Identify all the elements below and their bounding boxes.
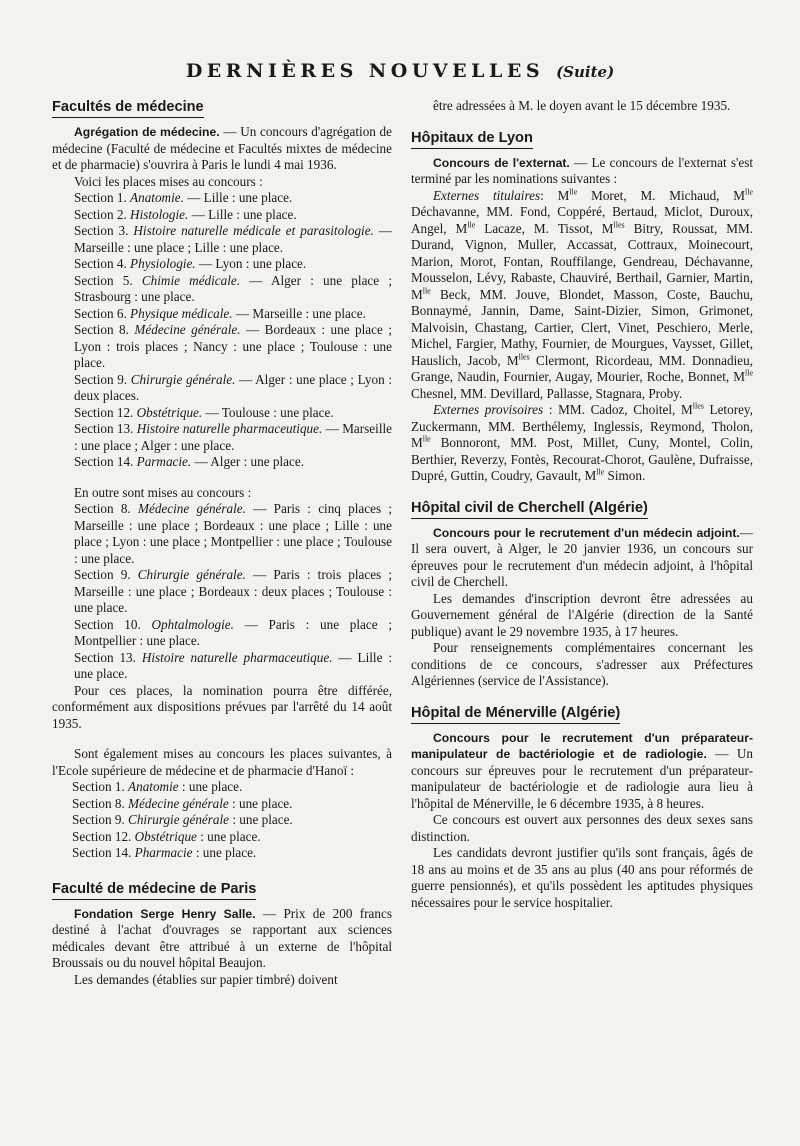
section-number: Section 1. — [72, 779, 125, 794]
section-places: — Alger : une place ; Strasbourg : une place. — [74, 272, 392, 304]
section-number: Section 2. — [74, 206, 127, 222]
section-number: Section 8. — [72, 795, 125, 811]
sections-list-b — [52, 501, 392, 683]
section-line — [52, 567, 392, 617]
fondation-paragraph — [52, 906, 392, 972]
section-places: — Paris : trois places ; Marseille : une place ; Bordeaux : deux places ; Toulouse : une place. — [74, 567, 392, 615]
section-number: Section 6. — [74, 305, 127, 321]
section-places: — Alger : une place ; Lyon : deux places. — [74, 371, 393, 403]
section-line — [52, 779, 392, 796]
provisoires-names: : MM. Cadoz, Choitel, $M^{lles}$ Letorey, Zuckermann, MM. Berthélemy, Inglessis, Reymond, Tholon, $M^{lle}$ Bonnoront, MM. Post, Millet, Cuny, Montel, Colin, Berthier, Reverzy, Fontès, Recourat-Chorot, Gaulène, Dufraisse, Dupré, Guttin, Coudry, Gavault, $M^{lle}$ Simon. — [411, 401, 753, 483]
section-places: — Bordeaux : une place ; Lyon : trois places ; Nancy : une place ; Toulouse : une place. — [74, 322, 392, 370]
cherchell-lead: Concours pour le recrutement d'un médecin adjoint. — [433, 525, 740, 540]
section-number: Section 13. — [74, 421, 134, 436]
section-places: — Marseille : une place ; Lille : une place. — [74, 223, 393, 255]
section-line — [52, 454, 392, 471]
externat-paragraph — [411, 155, 753, 188]
agregation-lead: Agrégation de médecine. — [74, 125, 220, 139]
menerville-paragraph-2: Ce concours est ouvert aux personnes des deux sexes sans distinction. — [411, 812, 753, 844]
section-discipline: Histoire naturelle médicale et parasitologie. — [133, 223, 374, 238]
section-discipline: Histoire naturelle pharmaceutique. — [141, 649, 333, 665]
section-discipline: Médecine générale — [128, 795, 229, 811]
section-discipline: Histologie. — [130, 206, 189, 222]
section-places: : une place. — [192, 845, 257, 860]
section-heading-paris: Faculté de médecine de Paris — [52, 880, 256, 900]
section-line — [52, 223, 392, 256]
externat-lead: Concours de l'externat. — [433, 155, 570, 170]
section-line — [52, 256, 392, 273]
section-places: — Toulouse : une place. — [202, 404, 334, 420]
section-places: : une place. — [229, 812, 293, 827]
titulaires-label: Externes titulaires — [433, 187, 541, 203]
section-places: : une place. — [178, 779, 243, 794]
provisoires-label: Externes provisoires — [433, 402, 544, 417]
section-heading-lyon: Hôpitaux de Lyon — [411, 129, 533, 149]
section-places: — Lille : une place. — [74, 649, 392, 681]
section-number: Section 8. — [74, 322, 129, 337]
section-line — [52, 501, 392, 567]
cherchell-paragraph-2: Les demandes d'inscription devront être adressées au Gouvernement général de l'Algérie (direction de la Santé publique) avant le 29 novembre 1935, à 17 heures. — [411, 590, 753, 639]
cherchell-paragraph-3: Pour renseignements complémentaires concernant les conditions de ce concours, s'adresser aux Préfectures Algériennes (service de l'Assistance). — [411, 640, 753, 688]
demandes-paragraph: Les demandes (établies sur papier timbré) doivent — [74, 971, 338, 987]
section-line — [52, 796, 392, 813]
titulaires-paragraph — [411, 188, 753, 403]
section-discipline: Chirurgie générale. — [130, 371, 236, 387]
section-number: Section 13. — [74, 649, 136, 665]
externat-text: — Le concours de l'externat s'est terminé par les nominations suivantes : — [411, 154, 753, 186]
section-line — [52, 372, 392, 405]
section-number: Section 1. — [74, 190, 127, 205]
section-line — [52, 190, 392, 207]
section-places: — Marseille : une place ; Alger : une place. — [74, 421, 392, 453]
section-places: — Lille : une place. — [188, 206, 297, 222]
section-heading-facultes: Facultés de médecine — [52, 98, 204, 118]
agregation-paragraph — [52, 124, 392, 174]
section-discipline: Anatomie — [128, 779, 179, 794]
section-discipline: Chirurgie générale — [128, 812, 230, 827]
section-places: — Lyon : une place. — [195, 256, 307, 271]
section-number: Section 10. — [74, 616, 141, 632]
section-number: Section 9. — [74, 371, 128, 387]
section-discipline: Chimie médicale. — [141, 272, 241, 288]
section-number: Section 14. — [74, 454, 134, 469]
cherchell-paragraph — [411, 525, 753, 591]
section-line — [52, 273, 392, 306]
section-discipline: Anatomie. — [130, 190, 184, 205]
section-number: Section 12. — [74, 404, 134, 420]
fondation-lead: Fondation Serge Henry Salle. — [74, 906, 256, 921]
section-line — [52, 845, 392, 862]
section-line — [52, 405, 392, 422]
left-column — [52, 98, 392, 988]
continuation-paragraph: être adressées à M. le doyen avant le 15 décembre 1935. — [433, 98, 731, 113]
sections-list-c — [52, 779, 392, 862]
pour-ces-places-paragraph: Pour ces places, la nomination pourra être différée, conformément aux dispositions prévues par l'arrêté du 14 août 1935. — [52, 682, 392, 731]
section-number: Section 8. — [74, 501, 131, 516]
section-heading-cherchell: Hôpital civil de Cherchell (Algérie) — [411, 499, 648, 519]
section-number: Section 9. — [74, 567, 131, 582]
sont-egalement-paragraph: Sont également mises au concours les places suivantes, à l'Ecole supérieure de médecine et de pharmacie d'Hanoï : — [52, 746, 392, 778]
section-places: — Alger : une place. — [191, 454, 305, 469]
section-discipline: Parmacie. — [136, 454, 192, 469]
page-header — [0, 60, 800, 82]
section-places: : une place. — [228, 795, 293, 811]
section-line — [52, 829, 392, 846]
section-line — [52, 650, 392, 683]
section-discipline: Obstétrique. — [136, 404, 203, 420]
section-places: — Lille : une place. — [183, 190, 293, 205]
menerville-lead: Concours pour le recrutement d'un préparateur-manipulateur de bactériologie et de radiologie. — [411, 730, 753, 761]
section-line — [52, 812, 392, 829]
page-title-suite: (Suite) — [556, 63, 615, 81]
menerville-paragraph-3: Les candidats devront justifier qu'ils sont français, âgés de 18 ans au moins et de 35 ans au plus (40 ans pour réformés de guerre pensionnés), et qu'ils possèdent les aptitudes physiques nécessaires pour le service hospitalier. — [411, 845, 753, 910]
section-places: — Paris : une place ; Montpellier : une place. — [74, 616, 393, 648]
section-places: — Marseille : une place. — [232, 305, 366, 321]
section-number: Section 4. — [74, 256, 127, 271]
cherchell-text: — Il sera ouvert, à Alger, le 20 janvier 1936, un concours sur épreuves pour le recrutement d'un médecin adjoint, à l'hôpital civil de Cherchell. — [411, 524, 753, 589]
agregation-text: — Un concours d'agrégation de médecine (Faculté de médecine et Facultés mixtes de médecine et de pharmacie) s'ouvrira à Paris le lundi 4 mai 1936. — [52, 124, 392, 172]
section-line — [52, 322, 392, 372]
section-number: Section 9. — [72, 812, 125, 827]
section-discipline: Chirurgie générale. — [137, 567, 246, 582]
section-line — [52, 207, 392, 224]
menerville-text: — Un concours sur épreuves pour le recrutement d'un préparateur-manipulateur de bactériologie et de radiologie aura lieu à l'hôpital de Ménerville, le 6 décembre 1935, à 8 heures. — [411, 746, 753, 811]
voici-paragraph: Voici les places mises au concours : — [74, 173, 263, 189]
section-number: Section 5. — [74, 272, 133, 288]
section-places: — Paris : cinq places ; Marseille : une place ; Bordeaux : une place ; Lille : une place ; Lyon : une place ; Montpellier : une place ; Toulouse : une place. — [74, 501, 393, 566]
section-line — [52, 421, 392, 454]
page-title: DERNIÈRES NOUVELLES — [185, 60, 545, 82]
section-discipline: Histoire naturelle pharmaceutique. — [136, 421, 323, 436]
section-discipline: Médecine générale. — [137, 501, 246, 516]
section-line — [52, 617, 392, 650]
section-heading-menerville: Hôpital de Ménerville (Algérie) — [411, 704, 620, 724]
section-discipline: Pharmacie — [134, 845, 193, 860]
section-discipline: Physique médicale. — [130, 305, 233, 321]
menerville-paragraph — [411, 730, 753, 813]
section-number: Section 3. — [74, 223, 129, 238]
section-discipline: Médecine générale. — [134, 322, 241, 337]
section-discipline: Obstétrique — [134, 828, 197, 844]
section-line — [52, 306, 392, 323]
right-column — [411, 98, 753, 911]
section-discipline: Physiologie. — [130, 256, 196, 271]
titulaires-names: : $M^{lle}$ Moret, M. Michaud, $M^{lle}$ Déchavanne, MM. Fond, Coppéré, Bertaud, Miclot, Duroux, Angel, $M^{lle}$ Lacaze, M. Tissot, $M^{lles}$ Bitry, Roussat, MM. Durand, Vignon, Muller, Accassat, Cottraux, Moinecourt, Marion, Morot, Fontan, Rouffilange, Gendreau, Déchavanne, Mousselon, Lévy, Rabaste, Chauviré, Berthail, Garnier, Martin, $M^{lle}$ Beck, MM. Jouve, Blondet, Masson, Coste, Bauchu, Bonnaymé, Jannin, Dame, Saint-Dizier, Simon, Grimonet, Malvoisin, Chastang, Cartier, Clert, Vinet, Peschiero, Merle, Michel, Fargier, Mathy, Fournier, de Mourgues, Vaysset, Gillet, Hauslich, Jacob, $M^{lles}$ Clermont, Ricordeau, MM. Donnadieu, Grange, Naudin, Fournier, Augay, Mourier, Roche, Bonnet, $M^{lle}$ Chesnel, MM. Devillard, Pallasse, Stagnara, Proby. — [411, 187, 753, 401]
provisoires-paragraph — [411, 402, 753, 485]
fondation-text: — Prix de 200 francs destiné à l'achat d'ouvrages se rapportant aux sciences médicales devant être attribué à un externe de l'hôpital Broussais ou du nouvel hôpital Beaujon. — [52, 905, 392, 970]
section-places: : une place. — [196, 828, 261, 844]
section-number: Section 12. — [72, 828, 132, 844]
section-number: Section 14. — [72, 845, 132, 860]
en-outre-paragraph: En outre sont mises au concours : — [74, 484, 252, 500]
sections-list-a — [52, 190, 392, 471]
section-discipline: Ophtalmologie. — [151, 616, 234, 632]
